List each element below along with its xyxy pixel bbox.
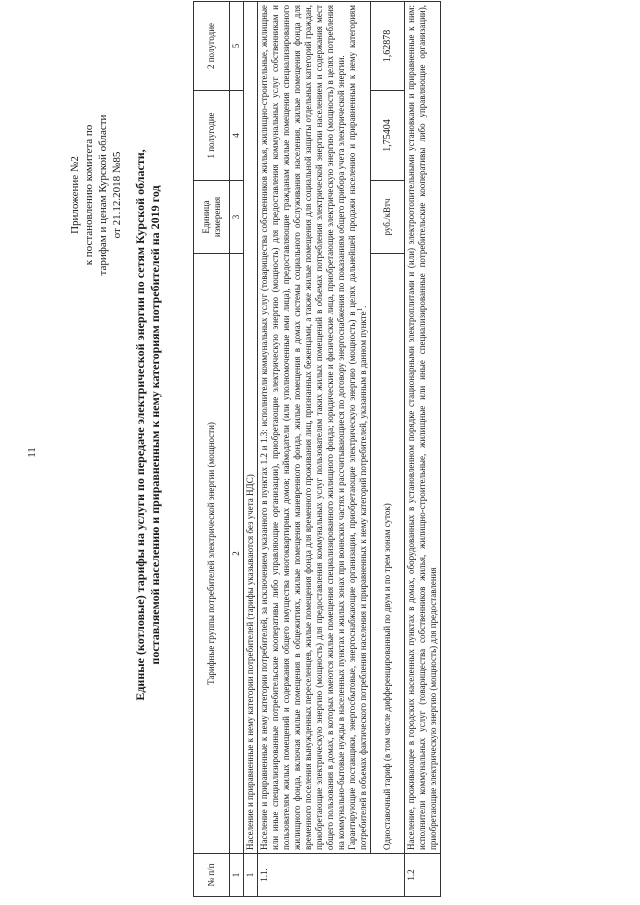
page-number: 11 [26, 447, 38, 458]
column-number-row [230, 2, 244, 897]
header-group: Тарифные группы потребителей электрической энергии (мощности) [194, 254, 230, 854]
tariff-table [193, 1, 441, 897]
tariff-row [371, 2, 405, 897]
row-paragraph: Население и приравненные к нему категории потребителей, за исключением указанного в пунктах 1.2 и 1.3: исполнители коммунальных услуг (товарищества собственников жилья, жилищно-строительные, жилищные или иные специализированные потребительские кооперативы либо управляющие организации), приобретающие электрическую энергию (мощность) для предоставления коммунальных услуг собственникам и пользователям жилых помещений и содержания общего имущества многоквартирных домов; наймодатели (или уполномоченные ими лица), предоставляющие гражданам жилые помещения специализированного жилищного фонда, включая жилые помещения в общежитиях, жилые помещения маневренного фонда, жилые помещения в домах системы социального обслуживания населения, жилые помещения фонда для временного поселения вынужденных переселенцев, жилые помещения фонда для временного проживания лиц, признанных беженцами, а также жилые помещения для социальной защиты отдельных категорий граждан, приобретающие электрическую энергию (мощность) для предоставления коммунальных услуг пользователям таких жилых помещений в объемах потребления электрической энергии населением и содержания мест общего пользования в домах, в которых имеются жилые помещения специализированного жилищного фонда; юридические и физические лица, приобретающие электрическую энергию (мощность) в целях потребления на коммунально-бытовые нужды в населенных пунктах и жилых зонах при воинских частях и рассчитывающиеся по договору энергоснабжения по показаниям общего прибора учета электрической энергии. [259, 5, 346, 850]
title-line: Единые (котловые) тарифы на услуги по передаче электрической энергии по сетям Курской области, [133, 149, 147, 701]
tariff-label: Одноставочный тариф (в том числе дифференцированный по двум и по трем зонам суток) [371, 254, 405, 854]
tariff-value-h1: 1,75404 [371, 91, 405, 181]
table-row-1-1 [258, 2, 371, 897]
appendix-line: от 21.12.2018 №85 [111, 151, 123, 239]
appendix-header [68, 45, 124, 345]
col-number: 5 [230, 2, 244, 91]
row-num: 1.1. [258, 854, 405, 897]
col-number: 4 [230, 91, 244, 181]
title-line: поставляемой населению и приравненным к нему категориям потребителей на 2019 год [148, 185, 162, 665]
col-number: 2 [230, 254, 244, 854]
row-paragraph: Гарантирующие поставщики, энергосбытовые, энергоснабжающие организации, приобретающие электрическую энергию (мощность) в целях дальнейшей продажи населению и приравненным к нему категориям потребителей в объемах фактического потребления населения и приравненных к нему категорий потребителей, указанным в данном пункте$^1$. [347, 5, 368, 850]
section-row [244, 2, 258, 897]
section-text: Население и приравненные к нему категории потребителей (тарифы указываются без учета НДС) [244, 2, 258, 854]
header-h2: 2 полугодие [194, 2, 230, 91]
appendix-line: тарифам и ценам Курской области [97, 114, 109, 276]
table-row-1-2 [405, 2, 441, 897]
row-paragraph-text: Гарантирующие поставщики, энергосбытовые, энергоснабжающие организации, приобретающие электрическую энергию (мощность) в целях дальнейшей продажи населению и приравненным к нему категориям потребителей в объемах фактического потребления населения и приравненных к нему категорий потребителей, указанным в данном пункте [347, 5, 368, 850]
footnote-mark: 1 [356, 307, 364, 312]
appendix-line: Приложение №2 [69, 156, 81, 234]
header-unit: Единица измерения [194, 181, 230, 254]
header-h1: 1 полугодие [194, 91, 230, 181]
document-title [133, 5, 163, 845]
appendix-line: к постановлению комитета по [83, 124, 95, 266]
col-number: 3 [230, 181, 244, 254]
row-num: 1.2 [405, 854, 441, 897]
header-row [194, 2, 230, 897]
section-num: 1 [244, 854, 258, 897]
row-text: Население, проживающее в городских населенных пунктах в домах, оборудованных в установленном порядке стационарными электроплитами и (или) электроотопительными установками и приравненные к ним: исполнители коммунальных услуг (товарищества собственников жилья, жилищно-строительные, жилищные или иные специализированные потребительские кооперативы либо управляющие организации), приобретающие электрическую энергию (мощность) для предоставления [405, 2, 441, 854]
col-number: 1 [230, 854, 244, 897]
header-num: № п/п [194, 854, 230, 897]
row-text [258, 2, 371, 854]
tariff-unit: руб./кВтч [371, 181, 405, 254]
tariff-value-h2: 1,62878 [371, 2, 405, 91]
